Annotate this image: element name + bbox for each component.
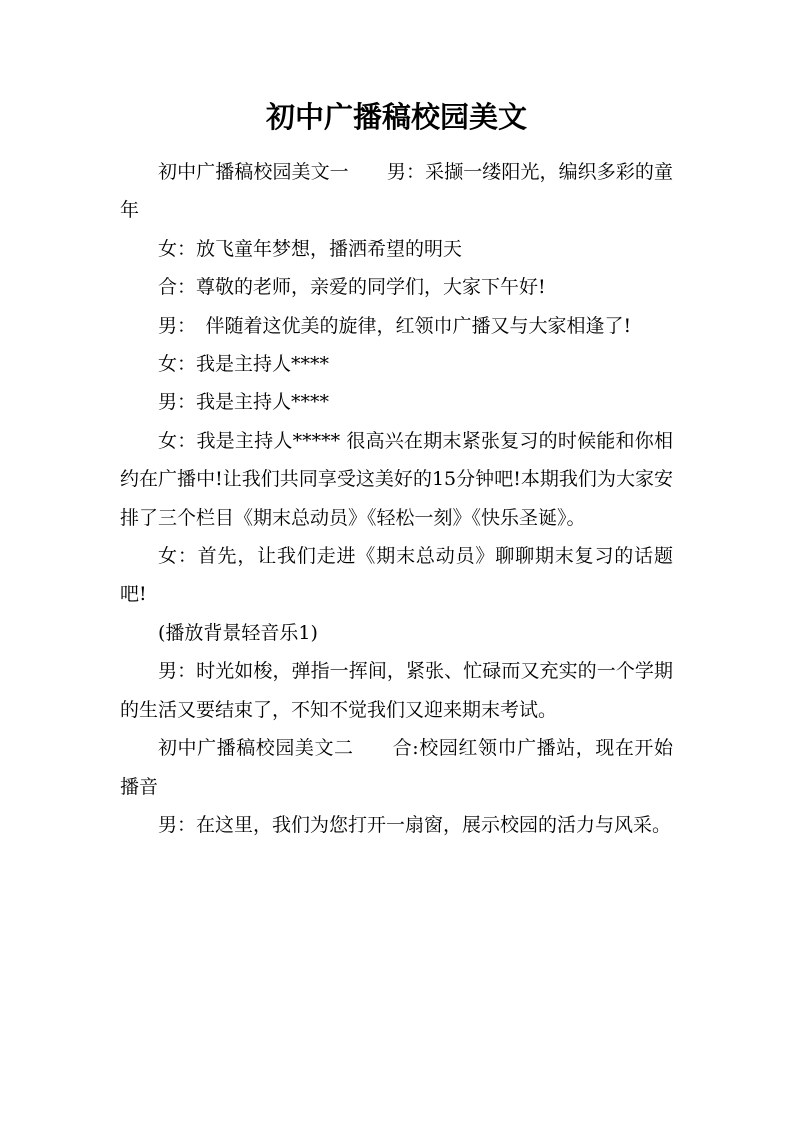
paragraph: 男： 伴随着这优美的旋律，红领巾广播又与大家相逢了! — [158, 314, 632, 337]
document-body — [120, 153, 673, 844]
paragraph: 男：时光如梭，弹指一挥间，紧张、忙碌而又充实的一个学期的生活又要结束了，不知不觉我们又迎来期末考试。 — [120, 660, 673, 721]
paragraph: 男：我是主持人**** — [158, 391, 330, 414]
paragraph: 男：在这里，我们为您打开一扇窗，展示校园的活力与风采。 — [158, 813, 672, 836]
paragraph: 女：我是主持人**** — [158, 353, 330, 376]
paragraph: 女：我是主持人***** 很高兴在期末紧张复习的时候能和你相约在广播中!让我们共同享受这美好的15分钟吧!本期我们为大家安排了三个栏目《期末总动员》《轻松一刻》《快乐圣诞》。 — [120, 429, 673, 529]
paragraph: 女：放飞童年梦想，播洒希望的明天 — [158, 237, 463, 260]
paragraph: 初中广播稿校园美文二 合:校园红领巾广播站，现在开始播音 — [120, 737, 673, 798]
document-title: 初中广播稿校园美文 — [265, 100, 527, 134]
paragraph: 女：首先，让我们走进《期末总动员》聊聊期末复习的话题吧! — [120, 545, 673, 606]
paragraph: 合：尊敬的老师，亲爱的同学们，大家下午好! — [158, 276, 546, 299]
paragraph: 初中广播稿校园美文一 男：采撷一缕阳光，编织多彩的童年 — [120, 161, 673, 222]
paragraph: (播放背景轻音乐1) — [158, 621, 318, 644]
